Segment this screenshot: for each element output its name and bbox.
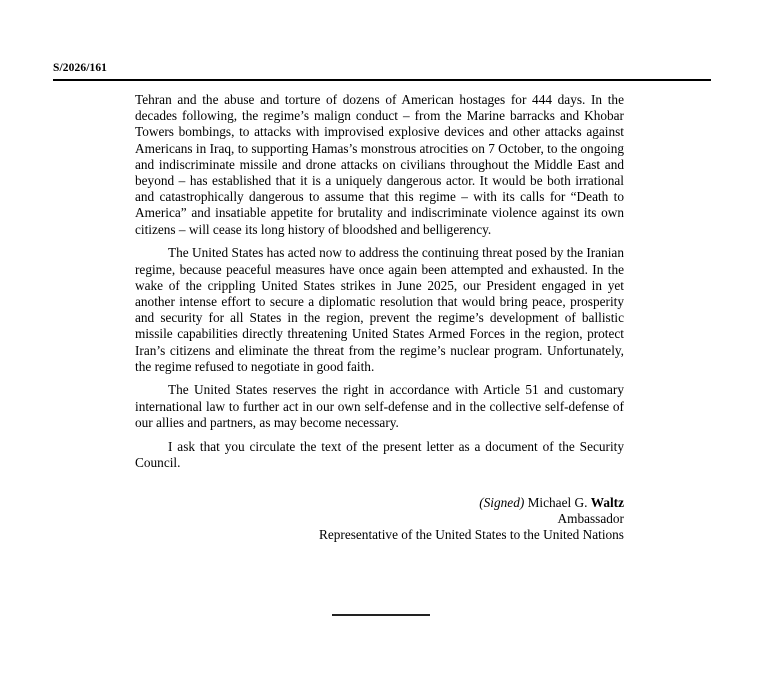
paragraph-continuation: Tehran and the abuse and torture of dozens of American hostages for 444 days. In the decades following, the regime’s malign conduct – from the Marine barracks and Khobar Towers bombings, to attacks with improvised explosive devices and other attacks against Americans in Iraq, to supporting Hamas’s monstrous atrocities on 7 October, to the ongoing and indiscriminate missile and drone attacks on civilians throughout the Middle East and beyond – has established that it is a uniquely dangerous actor. It would be both irrational and catastrophically dangerous to assume that this regime – with its calls for “Death to America” and insatiable appetite for brutality and indiscriminate violence against its own citizens – will cease its long history of bloodshed and belligerency. [135, 92, 624, 237]
signatory-name: Michael G. [524, 494, 591, 510]
signatory-surname: Waltz [590, 494, 624, 510]
paragraph-article-51: The United States reserves the right in accordance with Article 51 and customary international law to further act in our own self-defense and in the collective self-defense of our allies and partners, as may become necessary. [135, 382, 624, 430]
letter-body [135, 92, 624, 544]
signed-label: (Signed) [479, 494, 525, 510]
paragraph-circulation-request: I ask that you circulate the text of the present letter as a document of the Security Council. [135, 438, 624, 470]
end-of-letter-rule [332, 614, 430, 616]
document-symbol: S/2026/161 [53, 62, 711, 81]
signature-block [135, 495, 624, 544]
signatory-representative: Representative of the United States to the United Nations [318, 527, 624, 543]
paragraph-action-taken: The United States has acted now to address the continuing threat posed by the Iranian regime, because peaceful measures have once again been attempted and exhausted. In the wake of the crippling United States strikes in June 2025, our President engaged in yet another intense effort to secure a diplomatic resolution that would bring peace, prosperity and security for all States in the region, prevent the regime’s development of ballistic missile capabilities directly threatening United States Armed Forces in the region, protect Iran’s citizens and eliminate the threat from the regime’s nuclear program. Unfortunately, the regime refused to negotiate in good faith. [135, 245, 624, 374]
signatory-title: Ambassador [557, 511, 624, 527]
signature-name-line [135, 495, 624, 511]
